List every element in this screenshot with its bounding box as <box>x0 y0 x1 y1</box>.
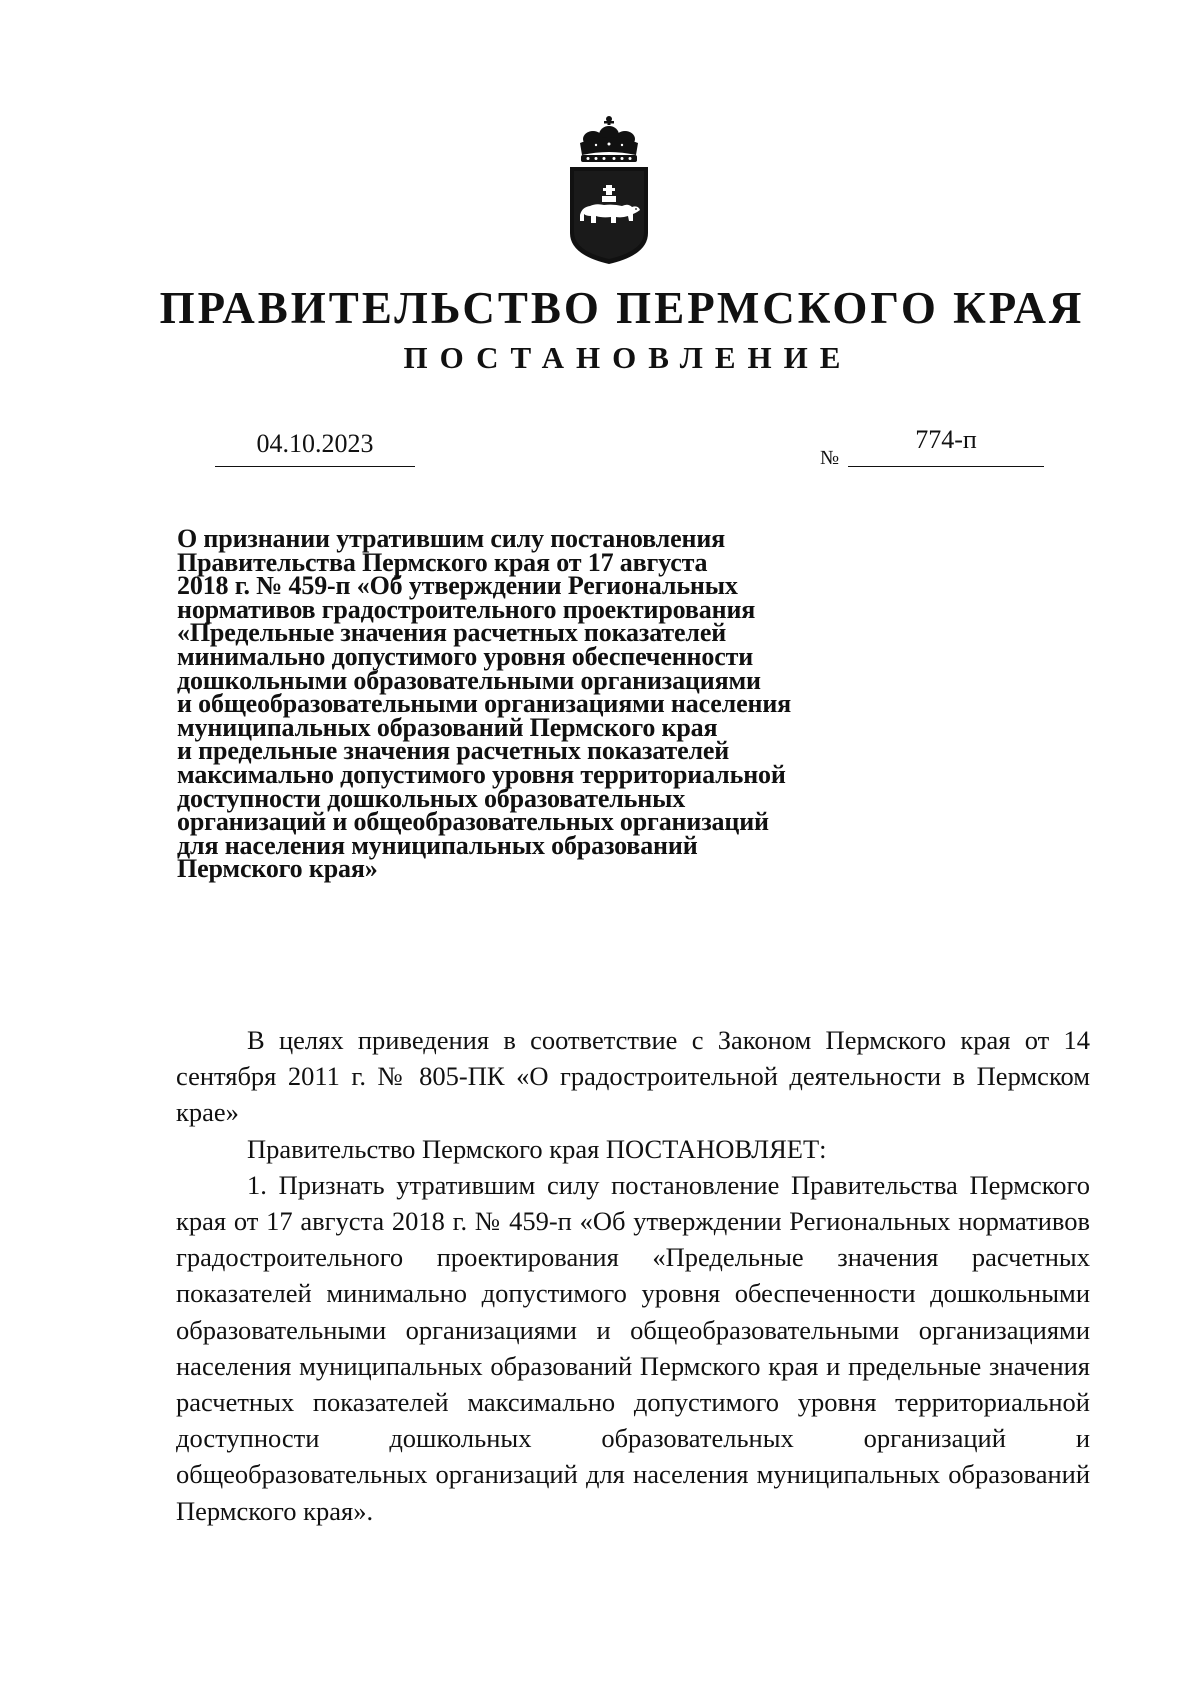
document-date: 04.10.2023 <box>256 429 374 458</box>
number-sign: № <box>820 447 840 469</box>
subject-line: и предельные значения расчетных показателей <box>177 736 730 766</box>
subject-line: Пермского края» <box>177 854 378 884</box>
subject-line: муниципальных образований Пермского края <box>177 712 718 742</box>
item-1-paragraph: 1. Признать утратившим силу постановление Правительства Пермского края от 17 августа 2018 г. № 459-п «Об утверждении Региональных нормативов градостроительного проектирования «Предельные значения расчетных показателей минимально допустимого уровня обеспеченности дошкольными образовательными организациями и общеобразовательными организациями населения муниципальных образований Пермского края и предельные значения расчетных показателей максимально допустимого уровня территориальной доступности дошкольных образовательных организаций и общеобразовательных организаций для населения муниципальных образований Пермского края». <box>176 1169 1090 1526</box>
subject-line: и общеобразовательными организациями населения <box>177 689 792 719</box>
preamble-paragraph: В целях приведения в соответствие с Законом Пермского края от 14 сентября 2011 г. № 805-ПК «О градостроительной деятельности в Пермском крае» <box>176 1025 1090 1128</box>
document-date-field <box>215 428 415 468</box>
number-underline <box>848 466 1044 467</box>
document-type: ПОСТАНОВЛЕНИЕ <box>403 340 853 375</box>
subject-line: Правительства Пермского края от 17 августа <box>177 547 708 577</box>
subject-line: для населения муниципальных образований <box>177 830 698 860</box>
government-title: ПРАВИТЕЛЬСТВО ПЕРМСКОГО КРАЯ <box>159 283 1085 333</box>
subject-line: минимально допустимого уровня обеспеченности <box>177 641 754 671</box>
date-underline <box>215 466 415 467</box>
subject-line: 2018 г. № 459-п «Об утверждении Региональных <box>177 571 738 601</box>
document-number: 774-п <box>915 425 977 454</box>
subject-line: «Предельные значения расчетных показателей <box>177 618 727 648</box>
subject-line: организаций и общеобразовательных организаций <box>177 807 769 837</box>
document-number-field <box>820 424 1045 470</box>
subject-line: дошкольными образовательными организациями <box>177 665 761 695</box>
resolves-paragraph: Правительство Пермского края ПОСТАНОВЛЯЕТ: <box>247 1133 827 1164</box>
subject-line: доступности дошкольных образовательных <box>177 783 686 813</box>
subject-line: О признании утратившим силу постановления <box>177 524 726 553</box>
coat-of-arms-icon <box>566 115 652 265</box>
subject-line: нормативов градостроительного проектирования <box>177 594 756 624</box>
subject-line: максимально допустимого уровня территориальной <box>177 759 786 789</box>
document-subject <box>177 524 897 884</box>
document-body <box>176 1022 1090 1529</box>
